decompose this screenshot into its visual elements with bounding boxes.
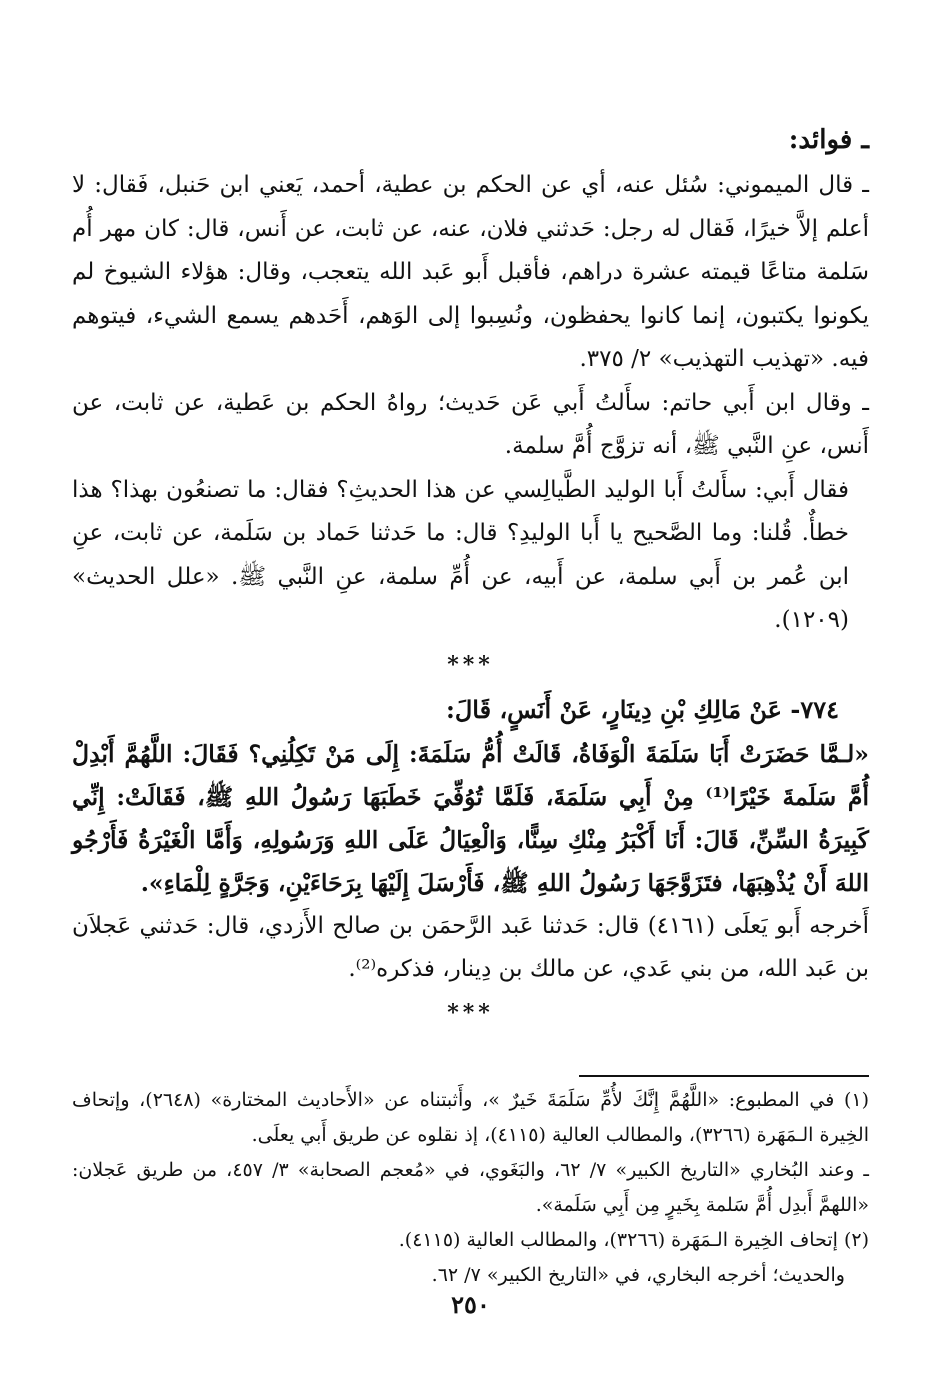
footnote-divider [579,1075,869,1077]
fawaid-paragraph: فقال أَبي: سأَلتُ أَبا الوليد الطَّيالِسي عن هذا الحديثِ؟ فقال: ما تصنعُون بهذا؟ هذا خطأٌ. قُلنا: وما الصَّحيح يا أَبا الوليدِ؟ قال: ما حَدثنا حَماد بن سَلَمة، عن ثابت، عنِ ابن عُمر بن أَبي سلمة، عن أَبيه، عن أُمِّ سلمة، عنِ النَّبي ﷺ. «علل الحديث» (١٢٠٩). [72,476,849,633]
fawaid-paragraph: ـ وقال ابن أَبي حاتم: سأَلتُ أَبي عَن حَديث؛ رواهُ الحكم بن عَطية، عن ثابت، عن أَنس، عنِ النَّبي ﷺ، أنه تزوَّج أُمَّ سلمة. [72,389,869,459]
fawaid-paragraph: ـ قال الميموني: سُئل عنه، أي عن الحكم بن عطية، أحمد، يَعني ابن حَنبل، فَقال: لا أعلم إلاَّ خيرًا، فَقال له رجل: حَدثني فلان، عنه، عن ثابت، عن أَنس، قال: كان مهر أُم سَلمة متاعًا قيمته عشرة دراهم، فأقبل أَبو عَبد الله يتعجب، وقال: هؤلاء الشيوخ لم يكونوا يكتبون، إنما كانوا يحفظون، ونُسِبوا إلى الوَهم، أَحَدهم يسمع الشيء، فيتوهم فيه. «تهذيب التهذيب» ٢/ ٣٧٥. [72,172,869,372]
footnote: والحديث؛ أخرجه البخاري، في «التاريخ الكبير» ٧/ ٦٢. [431,1263,845,1286]
fawaid-section [72,164,869,643]
hadith-takhrij: أَخرجه أَبو يَعلَى (٤١٦١) قال: حَدثنا عَبد الرَّحمَن بن صالح الأَزدي، قال: حَدثني عَجلاَن بن عَبد الله، من بني عَدي، عن مالك بن دِينار، فذكره⁽²⁾. [72,912,869,982]
footnote: (١) في المطبوع: «اللَّهُمَّ إِنَّكَ لأُمِّ سَلَمَةَ خَيرٌ »، وأَثبتناه عن «الأَحاديث المختارة» (٢٦٤٨)، وإتحاف الخِيرة الـمَهَرة (٣٢٦٦)، والمطالب العالية (٤١١٥)، إذ نقلوه عن طريق أَبي يعلَى. [72,1088,870,1146]
separator-stars: *** [447,999,494,1026]
separator-stars: *** [447,651,494,678]
footnotes [72,1083,869,1293]
footnote: ـ وعند البُخاري «التاريخ الكبير» ٧/ ٦٢، والبَغَوي، في «مُعجم الصحابة» ٣/ ٤٥٧، من طريق عَجلان: «اللهمَّ أَبدِل أُمَّ سَلمة بِخَيرٍ مِن أَبِي سَلَمة». [72,1158,869,1216]
page-number: ٢٥٠ [451,1290,490,1319]
section-heading: ـ فوائد: [788,125,869,155]
footnote: (٢) إتحاف الخِيرة الـمَهَرة (٣٢٦٦)، والمطالب العالية (٤١١٥). [398,1228,869,1251]
hadith-text: «لـمَّا حَضَرَتْ أَبَا سَلَمَةَ الْوَفَاةُ، قَالَتْ أُمُّ سَلَمَةَ: إِلَى مَنْ تَكِلُنِي؟ فَقَالَ: اللَّهُمَّ أَبْدِلْ أُمَّ سَلَمةَ خَيْرًا⁽¹⁾ مِنْ أَبِي سَلَمَةَ، فَلَمَّا تُوُفِّيَ خَطَبَهَا رَسُولُ اللهِ ﷺ، فَقَالَتْ: إِنِّي كَبِيرَةُ السِّنِّ، قَالَ: أَنَا أَكْبَرُ مِنْكِ سِنًّا، وَالْعِيَالُ عَلَى اللهِ وَرَسُولِهِ، وَأَمَّا الْغَيْرَةُ فَأَرْجُو اللهَ أَنْ يُذْهِبَهَا، فتَزَوَّجَهَا رَسُولُ اللهِ ﷺ، فَأَرْسَلَ إِلَيْهَا بِرَحَاءَيْنِ، وَجَرَّةٍ لِلْمَاءِ». [72,739,869,897]
hadith-title: ٧٧٤- عَنْ مَالِكِ بْنِ دِينَارٍ، عَنْ أَنَسٍ، قَالَ: [446,694,839,724]
